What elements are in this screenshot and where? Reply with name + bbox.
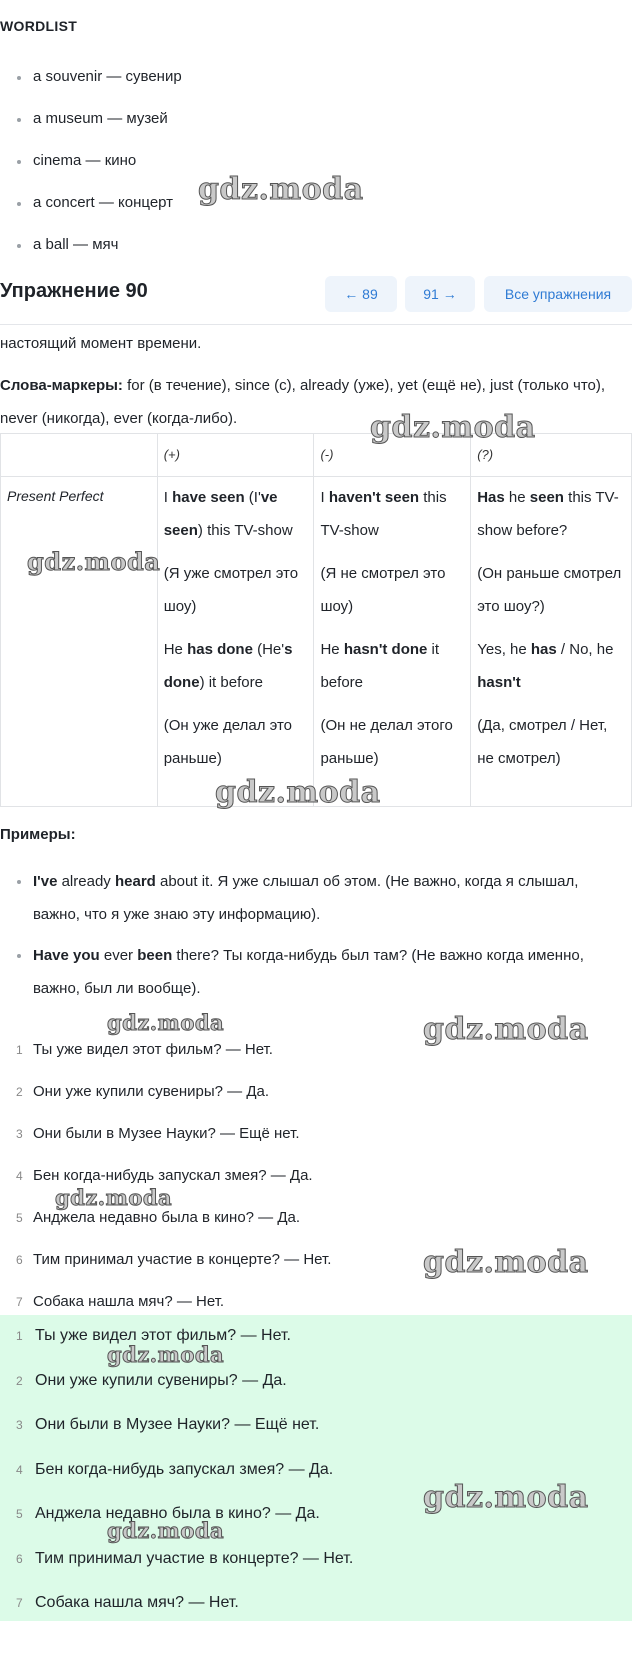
negative-translation-1: (Я не смотрел это шоу) [320,565,446,615]
list-item: 3 Они были в Музее Науки? — Ещё нет. [16,1416,320,1433]
list-item: Have you ever been there? Ты когда-нибудь был там? (Не важно когда именно, важно, был ли вообще). [0,939,620,1005]
negative-example-2: He hasn't done it before [320,641,440,691]
negative-example-1: I haven't seen this TV-show [320,489,447,539]
question-translation: (Он раньше смотрел это шоу?) [477,565,622,615]
markers-paragraph [0,369,620,435]
wordlist-item: a concert — концерт [0,188,182,230]
sentence-text: Тим принимал участие в концерте? — Нет. [33,1251,332,1268]
affirmative-translation-2: (Он уже делал это раньше) [163,717,293,767]
sentence-text: Анджела недавно была в кино? — Да. [33,1209,301,1226]
table-header-cell: (+) [157,434,314,477]
sentence-text: Они были в Музее Науки? — Ещё нет. [33,1125,300,1142]
negative-translation-2: (Он не делал этого раньше) [320,717,453,767]
affirmative-cell [157,477,314,807]
answer-text: Тим принимал участие в концерте? — Нет. [35,1549,354,1567]
watermark: gdz.moda [370,410,536,445]
list-item: 1 Ты уже видел этот фильм? — Нет. [16,1041,273,1058]
wordlist [0,62,182,272]
affirmative-example-2: He has done (He's done) it before [163,641,293,691]
answer-box [0,1315,632,1621]
markers-text: for (в течение), since (с), already (уже), yet (ещё не), just (только что), never (никогда), ever (когда-либо). [0,377,606,427]
wordlist-item: cinema — кино [0,146,182,188]
markers-label: Слова-маркеры: [0,377,123,394]
list-item: 7 Собака нашла мяч? — Нет. [16,1594,239,1611]
list-item: I've already heard about it. Я уже слышал об этом. (Не важно, когда я слышал, важно, что я уже знаю эту информацию). [0,865,620,931]
watermark: gdz.moda [423,1012,589,1047]
divider [0,324,632,325]
sentence-text: Собака нашла мяч? — Нет. [33,1293,225,1310]
grammar-table [0,433,632,807]
watermark: gdz.moda [423,1480,589,1515]
wordlist-title: WORDLIST [0,18,78,34]
examples-list [0,865,620,1005]
list-item: 2 Они уже купили сувениры? — Да. [16,1083,270,1100]
list-item: 5 Анджела недавно была в кино? — Да. [16,1209,301,1226]
wordlist-item: a museum — музей [0,104,182,146]
list-item: 2 Они уже купили сувениры? — Да. [16,1371,287,1389]
sentence-text: Они уже купили сувениры? — Да. [33,1083,270,1100]
sentence-text: Бен когда-нибудь запускал змея? — Да. [33,1167,313,1184]
list-item: 3 Они были в Музее Науки? — Ещё нет. [16,1125,300,1142]
exercise-title: Упражнение 90 [0,280,148,302]
affirmative-example-1: I have seen (I've seen) this TV-show [163,489,293,539]
watermark: gdz.moda [27,547,161,576]
watermark: gdz.moda [198,172,364,207]
answer-text: Бен когда-нибудь запускал змея? — Да. [35,1460,334,1478]
list-item: 4 Бен когда-нибудь запускал змея? — Да. [16,1460,334,1478]
tense-cell [1,477,161,807]
exercise-sentences [0,1035,331,1329]
table-header-row [1,434,632,477]
negative-cell [314,477,471,807]
watermark: gdz.moda [423,1245,589,1280]
answer-text: Они уже купили сувениры? — Да. [35,1371,287,1389]
list-item: 5 Анджела недавно была в кино? — Да. [16,1505,320,1522]
next-exercise-button[interactable]: 91 → [405,276,475,312]
answer-text: Ты уже видел этот фильм? — Нет. [35,1327,291,1344]
all-exercises-button[interactable]: Все упражнения [484,276,632,312]
question-example: Has he seen this TV-show before? [477,489,619,539]
wordlist-item: a souvenir — сувенир [0,62,182,104]
short-answers: Yes, he has / No, he hasn't [477,641,614,691]
list-item: 6 Тим принимал участие в концерте? — Нет. [16,1549,354,1567]
table-row [1,477,632,807]
answer-text: Они были в Музее Науки? — Ещё нет. [35,1416,320,1433]
watermark: gdz.moda [107,1518,225,1543]
affirmative-translation-1: (Я уже смотрел это шоу) [163,565,299,615]
theory-intro: настоящий момент времени. [0,335,202,352]
answer-list [0,1323,353,1635]
table-header-cell: (?) [471,434,632,477]
list-item: 1 Ты уже видел этот фильм? — Нет. [16,1327,291,1344]
table-header-cell [1,434,158,477]
tense-name: Present Perfect [7,488,104,504]
answer-text: Собака нашла мяч? — Нет. [35,1594,239,1611]
answer-text: Анджела недавно была в кино? — Да. [35,1505,320,1522]
watermark: gdz.moda [55,1185,173,1210]
list-item: 6 Тим принимал участие в концерте? — Нет. [16,1251,332,1268]
short-answers-translation: (Да, смотрел / Нет, не смотрел) [477,717,608,767]
examples-label: Примеры: [0,826,76,843]
sentence-text: Ты уже видел этот фильм? — Нет. [33,1041,273,1058]
watermark: gdz.moda [107,1010,225,1035]
table-header-cell: (-) [314,434,471,477]
list-item: 7 Собака нашла мяч? — Нет. [16,1293,225,1310]
list-item: 4 Бен когда-нибудь запускал змея? — Да. [16,1167,313,1184]
watermark: gdz.moda [107,1342,225,1367]
question-cell [471,477,632,807]
watermark: gdz.moda [215,775,381,810]
wordlist-item: a ball — мяч [0,230,182,272]
prev-exercise-button[interactable]: ← 89 [325,276,397,312]
